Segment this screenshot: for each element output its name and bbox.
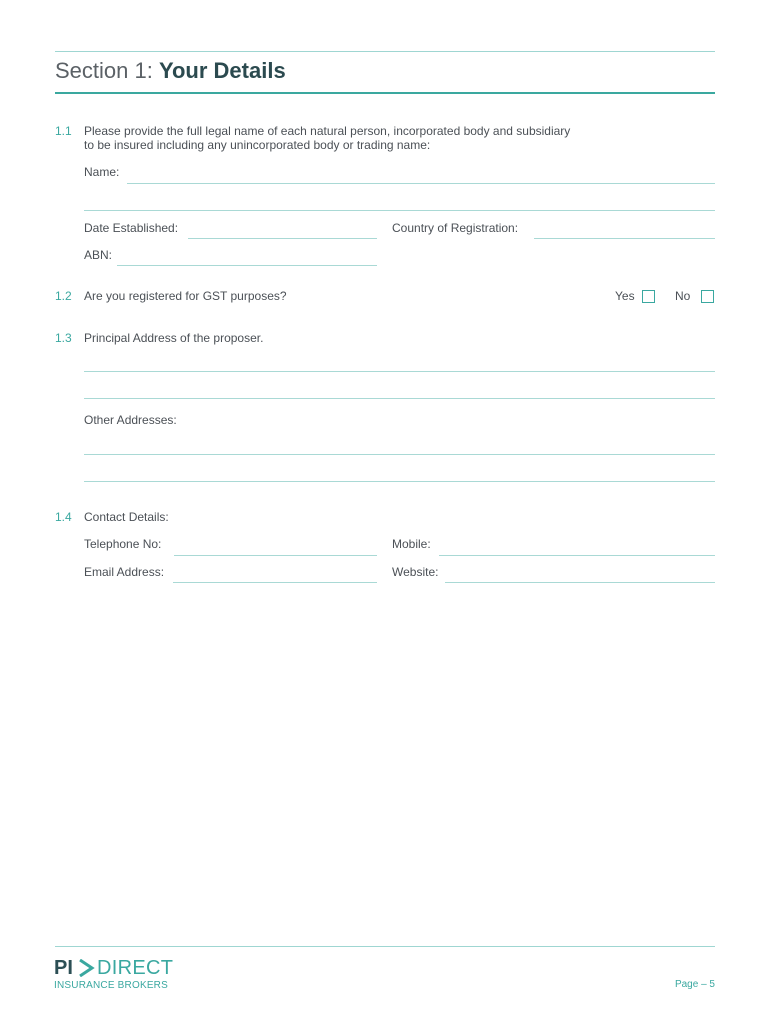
question-number-1-2: 1.2: [55, 289, 72, 303]
mobile-label: Mobile:: [392, 537, 431, 551]
title-underline: [55, 92, 715, 94]
other-addresses-label: Other Addresses:: [84, 413, 177, 427]
principal-address-field-line1[interactable]: [84, 371, 715, 372]
question-1-4-text: Contact Details:: [84, 510, 169, 524]
question-number-1-1: 1.1: [55, 124, 72, 138]
abn-label: ABN:: [84, 248, 113, 262]
email-field[interactable]: [173, 582, 377, 583]
other-addresses-field-line1[interactable]: [84, 454, 715, 455]
gst-yes-checkbox[interactable]: [642, 290, 655, 303]
section-title: Your Details: [158, 58, 286, 83]
country-of-registration-label: Country of Registration:: [392, 221, 519, 235]
principal-address-field-line2[interactable]: [84, 398, 715, 399]
logo-direct: DIRECT: [97, 957, 174, 979]
question-1-1-text-line2: to be insured including any unincorporated body or trading name:: [84, 138, 431, 152]
telephone-label: Telephone No:: [84, 537, 162, 551]
telephone-field[interactable]: [174, 555, 377, 556]
chevron-right-icon: [77, 959, 95, 982]
date-established-field[interactable]: [188, 238, 377, 239]
website-label: Website:: [392, 565, 439, 579]
gst-yes-label: Yes: [615, 289, 635, 303]
email-label: Email Address:: [84, 565, 165, 579]
name-label: Name:: [84, 165, 120, 179]
date-established-label: Date Established:: [84, 221, 179, 235]
website-field[interactable]: [445, 582, 715, 583]
page-title: [55, 58, 286, 84]
mobile-field[interactable]: [439, 555, 715, 556]
question-number-1-4: 1.4: [55, 510, 72, 524]
section-prefix: Section 1:: [55, 58, 159, 83]
question-1-2-text: Are you registered for GST purposes?: [84, 289, 287, 303]
page-number: Page – 5: [674, 979, 715, 990]
other-addresses-field-line2[interactable]: [84, 481, 715, 482]
country-of-registration-field[interactable]: [534, 238, 715, 239]
footer-divider: [55, 946, 715, 947]
question-1-3-text: Principal Address of the proposer.: [84, 331, 264, 345]
question-number-1-3: 1.3: [55, 331, 72, 345]
top-divider: [55, 51, 715, 52]
logo-subtitle: INSURANCE BROKERS: [54, 980, 168, 991]
gst-no-label: No: [675, 289, 691, 303]
name-field[interactable]: [127, 183, 715, 184]
gst-no-checkbox[interactable]: [701, 290, 714, 303]
abn-field[interactable]: [117, 265, 377, 266]
question-1-1-text-line1: Please provide the full legal name of each natural person, incorporated body and subsidiary: [84, 124, 571, 138]
name-field-line2[interactable]: [84, 210, 715, 211]
logo-pi: PI: [54, 957, 73, 979]
